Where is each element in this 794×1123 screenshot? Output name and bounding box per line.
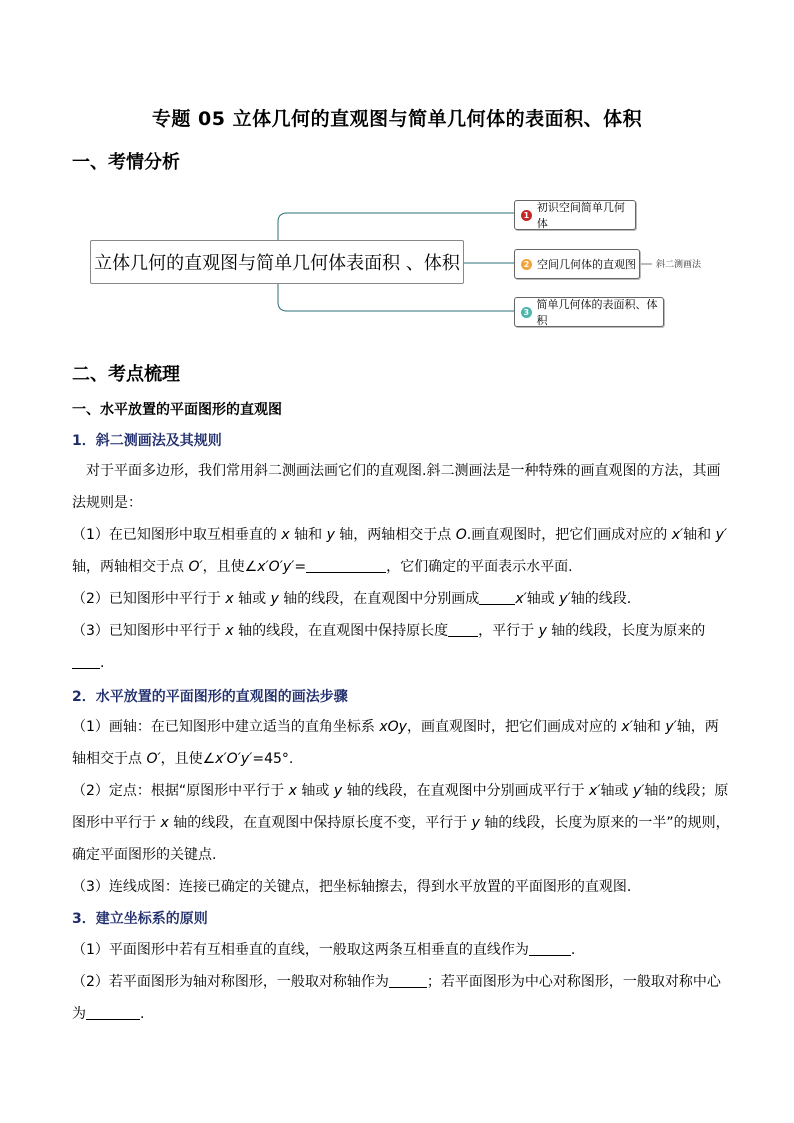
fill-blank[interactable] xyxy=(306,556,386,573)
principle-2: （2）若平面图形为轴对称图形，一般取对称轴作为 ；若平面图形为中心对称图形，一般取对称中心为 . xyxy=(72,966,732,1030)
fill-blank[interactable] xyxy=(86,1003,140,1020)
part1-heading: 一、水平放置的平面图形的直观图 xyxy=(72,402,282,418)
branch-number-3: 3 xyxy=(521,307,532,318)
fill-blank[interactable] xyxy=(448,620,478,637)
fill-blank[interactable] xyxy=(529,939,571,956)
page-title: 专题 05 立体几何的直观图与简单几何体的表面积、体积 xyxy=(151,108,643,130)
rule-1: （1）在已知图形中取互相垂直的 x 轴和 y 轴，两轴相交于点 O.画直观图时，把它们画成对应的 x′轴和 y′轴，两轴相交于点 O′，且使∠x′O′y′= ，它们确定的平面表示水平面. xyxy=(72,527,728,575)
step-3: （3）连线成图：连接已确定的关键点，把坐标轴擦去，得到水平放置的平面图形的直观图. xyxy=(72,879,632,895)
step-2: （2）定点：根据“原图形中平行于 x 轴或 y 轴的线段，在直观图中分别画成平行于 x′轴或 y′轴的线段；原图形中平行于 x 轴的线段，在直观图中保持原长度不变，平行于 y 轴的线段，长度为原来的一半”的规则，确定平面图形的关键点. xyxy=(72,783,730,863)
fill-blank[interactable] xyxy=(389,971,427,988)
fill-blank[interactable] xyxy=(72,652,100,669)
section-heading-points: 二、考点梳理 xyxy=(72,364,180,385)
mindmap-branch-2 xyxy=(514,249,640,279)
section-heading-analysis: 一、考情分析 xyxy=(72,152,180,173)
rule-3: （3）已知图形中平行于 x 轴的线段，在直观图中保持原长度 ，平行于 y 轴的线段，长度为原来的. xyxy=(72,615,732,679)
rule-2: （2）已知图形中平行于 x 轴或 y 轴的线段，在直观图中分别画成 x′轴或 y′轴的线段. xyxy=(72,583,732,615)
principle-1: （1）平面图形中若有互相垂直的直线，一般取这两条互相垂直的直线作为 . xyxy=(72,934,732,966)
branch-label-1: 初识空间简单几何体 xyxy=(536,201,625,230)
branch-label-3: 简单几何体的表面积、体积 xyxy=(536,298,658,327)
step-1: （1）画轴：在已知图形中建立适当的直角坐标系 xOy，画直观图时，把它们画成对应的 x′轴和 y′轴，两轴相交于点 O′，且使∠x′O′y′=45°. xyxy=(72,719,719,767)
mindmap-leaf: 斜二测画法 xyxy=(656,260,702,270)
sub1-intro: 对于平面多边形，我们常用斜二测画法画它们的直观图.斜二测画法是一种特殊的画直观图的方法，其画法规则是： xyxy=(72,463,721,511)
sub2-heading: 2．水平放置的平面图形的直观图的画法步骤 xyxy=(72,689,348,705)
sub3-heading: 3．建立坐标系的原则 xyxy=(72,911,208,927)
branch-number-1: 1 xyxy=(521,210,532,221)
mindmap-branch-1 xyxy=(514,200,636,230)
branch-number-2: 2 xyxy=(521,259,532,270)
branch-label-2: 空间几何体的直观图 xyxy=(537,258,636,271)
mindmap-central-node: 立体几何的直观图与简单几何体表面积 、体积 xyxy=(90,240,464,284)
mindmap-branch-3 xyxy=(514,297,664,327)
sub1-heading: 1．斜二测画法及其规则 xyxy=(72,433,222,449)
fill-blank[interactable] xyxy=(479,588,515,605)
